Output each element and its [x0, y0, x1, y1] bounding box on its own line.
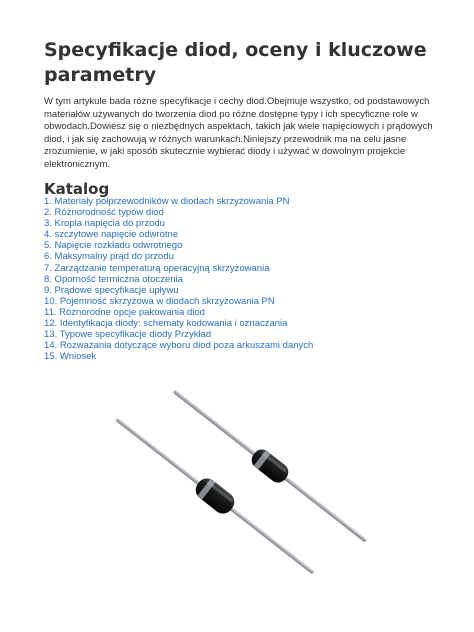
toc-item[interactable]: [44, 274, 313, 285]
catalog-heading: Katalog: [44, 180, 110, 198]
toc-item[interactable]: [44, 351, 313, 362]
toc-link[interactable]: 6. Maksymalny prąd do przodu: [44, 251, 174, 263]
toc-item[interactable]: [44, 263, 313, 274]
toc-item[interactable]: [44, 329, 313, 340]
toc-item[interactable]: [44, 307, 313, 318]
toc-link[interactable]: 11. Różnorodne opcje pakowania diod: [44, 306, 205, 318]
toc-link[interactable]: 12. Identyfikacja diody: schematy kodowania i oznaczania: [44, 318, 288, 330]
toc-item[interactable]: [44, 207, 313, 218]
table-of-contents: [44, 196, 313, 362]
toc-item[interactable]: [44, 285, 313, 296]
toc-link[interactable]: 7. Zarządzanie temperaturą operacyjną skrzyżowania: [44, 262, 270, 274]
toc-item[interactable]: [44, 229, 313, 240]
toc-link[interactable]: 2. Różnorodność typów diod: [44, 207, 164, 219]
toc-item[interactable]: [44, 251, 313, 262]
toc-item[interactable]: [44, 318, 313, 329]
toc-link[interactable]: 5. Napięcie rozkładu odwrotnego: [44, 240, 183, 252]
toc-link[interactable]: 9. Prądowe specyfikacje upływu: [44, 284, 179, 296]
toc-item[interactable]: [44, 340, 313, 351]
toc-link[interactable]: 1. Materiały półprzewodników w diodach skrzyżowania PN: [44, 196, 290, 207]
toc-link[interactable]: 3. Kropla napięcia do przodu: [44, 218, 165, 230]
toc-item[interactable]: [44, 296, 313, 307]
diode-back: [168, 383, 373, 549]
toc-link[interactable]: 14. Rozważania dotyczące wyboru diod poza arkuszami danych: [44, 340, 314, 352]
toc-link[interactable]: 15. Wniosek: [44, 351, 97, 363]
toc-item[interactable]: [44, 196, 313, 207]
toc-link[interactable]: 8. Oporność termiczna otoczenia: [44, 273, 183, 285]
diode-front: [110, 410, 321, 581]
page-title: Specyfikacje diod, oceny i kluczowe parametry: [44, 39, 427, 86]
diode-photo-icon: [95, 378, 375, 588]
toc-link[interactable]: 10. Pojemność skrzyżowa w diodach skrzyżowania PN: [44, 295, 275, 307]
toc-item[interactable]: [44, 218, 313, 229]
toc-link[interactable]: 13. Typowe specyfikacje diody Przykład: [44, 329, 212, 341]
toc-item[interactable]: [44, 240, 313, 251]
toc-link[interactable]: 4. szczytowe napięcie odwrotne: [44, 229, 179, 241]
intro-paragraph: W tym artykule bada różne specyfikacje i cechy diod.Obejmuje wszystko, od podstawowych materiałów używanych do tworzenia diod po różne dostępne typy i ich specyficzne role w obwodach.Dowiesz się o niezbędnych aspektach, takich jak wiele napięciowych i prądowych diod, i jak się zachowują w różnych warunkach.Niniejszy przewodnik ma na celu jasne zrozumienie, w jaki sposób skutecznie wybierać diody i używać w dowolnym projekcie elektronicznym.: [44, 96, 433, 170]
